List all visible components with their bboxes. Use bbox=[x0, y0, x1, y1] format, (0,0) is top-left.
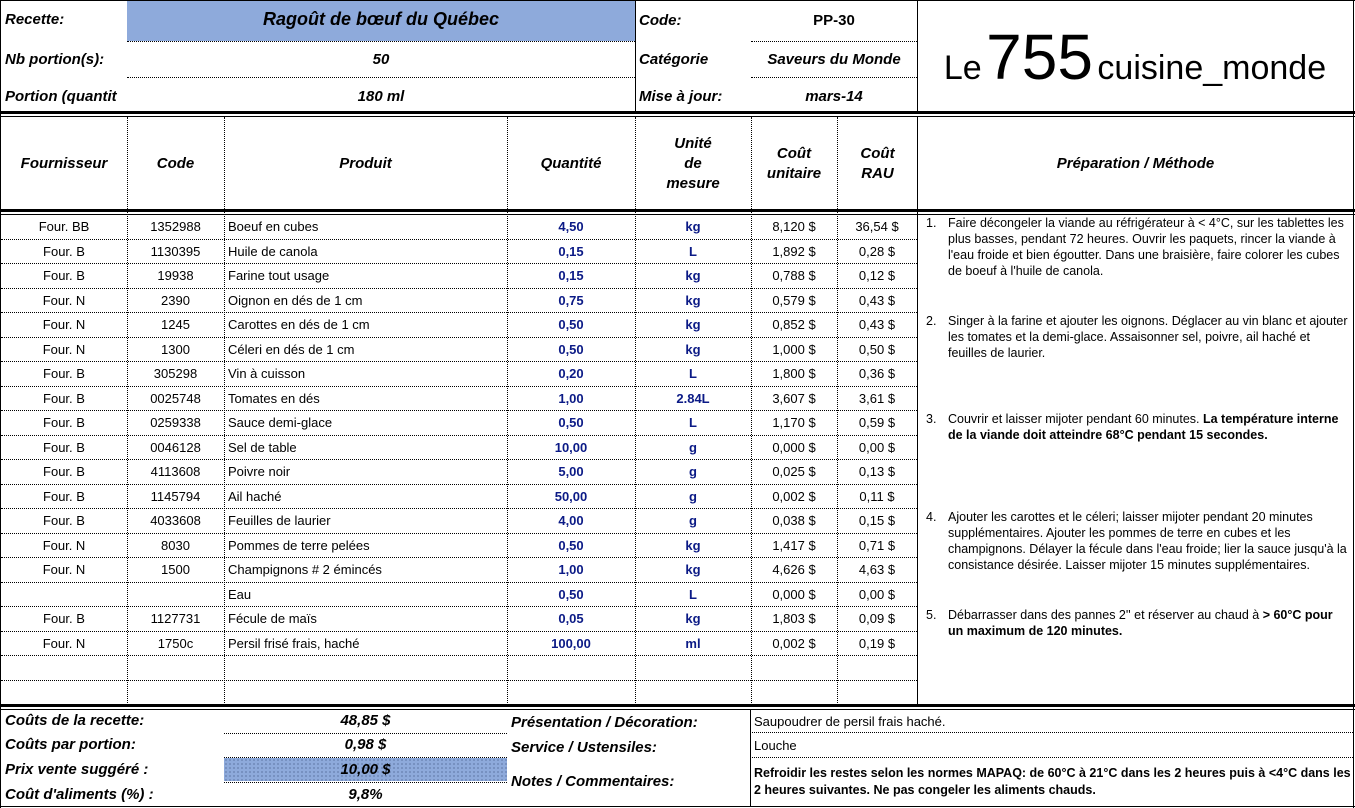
col-unite-line1: Unité bbox=[674, 134, 712, 152]
cell-unite[interactable]: g bbox=[689, 464, 697, 479]
cell-cout-unitaire[interactable]: 0,002 $ bbox=[772, 488, 816, 504]
cell-quantite[interactable]: 10,00 bbox=[554, 439, 588, 455]
cell-produit[interactable]: Champignons # 2 émincés bbox=[228, 562, 382, 577]
cell-cout-unitaire[interactable]: 3,607 $ bbox=[772, 390, 816, 406]
col-unite-line3: mesure bbox=[666, 174, 720, 192]
cell-produit[interactable]: Oignon en dés de 1 cm bbox=[228, 292, 363, 308]
cell-code[interactable]: 8030 bbox=[161, 537, 190, 553]
step-text: Singer à la farine et ajouter les oignons. Déglacer au vin blanc et ajouter les tomates et la demi-glace. Assaisonner sel, poivre, ail haché et feuilles de laurier. bbox=[948, 314, 1348, 360]
cell-produit[interactable]: Eau bbox=[228, 586, 252, 602]
cell-code[interactable]: 1245 bbox=[161, 317, 190, 332]
col-fournisseur: Fournisseur bbox=[20, 154, 108, 172]
cell-code[interactable]: 1500 bbox=[161, 562, 190, 577]
cout-aliments-value: 9,8% bbox=[348, 786, 383, 803]
step-number: 3. bbox=[926, 412, 937, 426]
col-unite bbox=[635, 117, 751, 210]
cell-cout-unitaire[interactable]: 0,038 $ bbox=[772, 513, 816, 528]
cell-cout-unitaire[interactable]: 1,000 $ bbox=[772, 341, 816, 357]
cell-quantite[interactable]: 4,00 bbox=[558, 513, 584, 528]
cell-code[interactable]: 19938 bbox=[157, 268, 194, 283]
col-unite-line2: de bbox=[684, 154, 702, 172]
service-label: Service / Ustensiles: bbox=[511, 739, 657, 756]
cell-unite[interactable]: kg bbox=[685, 292, 701, 308]
portions-value[interactable]: 50 bbox=[372, 51, 390, 68]
cell-cout-rau[interactable]: 0,71 $ bbox=[858, 537, 896, 553]
maj-value[interactable]: mars-14 bbox=[805, 88, 863, 105]
cell-fournisseur[interactable]: Four. B bbox=[43, 366, 85, 381]
col-cout-rau bbox=[837, 117, 918, 210]
cell-code[interactable]: 4033608 bbox=[150, 513, 201, 528]
code-value[interactable]: PP-30 bbox=[813, 12, 855, 29]
cell-code[interactable]: 1352988 bbox=[150, 219, 201, 234]
cell-fournisseur[interactable]: Four. B bbox=[43, 268, 85, 283]
cell-unite[interactable]: g bbox=[689, 439, 697, 455]
cell-produit[interactable]: Pommes de terre pelées bbox=[228, 537, 370, 553]
cell-unite[interactable]: g bbox=[689, 513, 697, 528]
cell-code[interactable]: 2390 bbox=[161, 292, 190, 308]
cell-code[interactable]: 0025748 bbox=[150, 390, 201, 406]
cell-produit[interactable]: Persil frisé frais, haché bbox=[228, 635, 360, 651]
cell-fournisseur[interactable]: Four. B bbox=[43, 488, 85, 504]
cell-cout-unitaire[interactable]: 1,892 $ bbox=[772, 243, 816, 259]
step-number: 5. bbox=[926, 608, 937, 622]
cell-cout-unitaire[interactable]: 1,170 $ bbox=[772, 415, 816, 430]
cell-cout-rau[interactable]: 0,59 $ bbox=[858, 415, 896, 430]
cell-unite[interactable]: g bbox=[689, 488, 697, 504]
step-number: 2. bbox=[926, 314, 937, 328]
cell-code[interactable]: 4113608 bbox=[150, 464, 201, 479]
cell-unite[interactable]: L bbox=[689, 243, 697, 259]
cell-produit[interactable]: Sauce demi-glace bbox=[228, 415, 333, 430]
notes-value[interactable]: Refroidir les restes selon les normes MAPAQ: de 60°C à 21°C dans les 2 heures puis à <4°C dans les 2 heures suivantes. Ne pas congeler les aliments chauds. bbox=[754, 766, 1351, 797]
cell-code[interactable]: 305298 bbox=[153, 366, 198, 381]
step-text: Débarrasser dans des pannes 2'' et réserver au chaud à > 60°C pour un maximum de 120 minutes. bbox=[948, 608, 1333, 638]
cell-quantite[interactable]: 0,20 bbox=[558, 366, 584, 381]
col-preparation: Préparation / Méthode bbox=[1056, 154, 1215, 172]
portion-qty-label: Portion (quantit bbox=[5, 88, 117, 105]
cell-code[interactable]: 0046128 bbox=[150, 439, 201, 455]
portions-label: Nb portion(s): bbox=[5, 51, 105, 68]
cell-cout-rau[interactable]: 0,15 $ bbox=[858, 513, 896, 528]
cell-cout-unitaire[interactable]: 1,800 $ bbox=[772, 366, 816, 381]
cell-cout-unitaire[interactable]: 0,788 $ bbox=[772, 268, 816, 283]
cell-unite[interactable]: kg bbox=[685, 341, 701, 357]
cell-cout-rau[interactable]: 0,28 $ bbox=[858, 243, 896, 259]
cell-quantite[interactable]: 5,00 bbox=[558, 464, 584, 479]
cell-code[interactable]: 1130395 bbox=[150, 243, 201, 259]
step-number: 1. bbox=[926, 216, 937, 230]
cell-quantite[interactable]: 0,50 bbox=[558, 537, 584, 553]
logo bbox=[918, 18, 1352, 114]
col-quantite: Quantité bbox=[540, 154, 602, 172]
cell-produit[interactable]: Vin à cuisson bbox=[228, 366, 306, 381]
cell-fournisseur[interactable]: Four. B bbox=[43, 439, 85, 455]
cell-fournisseur[interactable]: Four. N bbox=[42, 317, 86, 332]
presentation-label: Présentation / Décoration: bbox=[511, 714, 698, 731]
cell-fournisseur[interactable]: Four. B bbox=[43, 611, 85, 626]
cell-produit[interactable]: Carottes en dés de 1 cm bbox=[228, 317, 370, 332]
cell-quantite[interactable]: 0,75 bbox=[558, 292, 584, 308]
cell-quantite[interactable]: 0,15 bbox=[558, 268, 584, 283]
cell-unite[interactable]: kg bbox=[685, 562, 701, 577]
code-label: Code: bbox=[639, 12, 682, 29]
categorie-value[interactable]: Saveurs du Monde bbox=[767, 51, 901, 68]
portion-qty-value[interactable]: 180 ml bbox=[357, 88, 405, 105]
cell-produit[interactable]: Feuilles de laurier bbox=[228, 513, 331, 528]
cell-produit[interactable]: Farine tout usage bbox=[228, 268, 330, 283]
cell-unite[interactable]: kg bbox=[685, 537, 701, 553]
recette-label: Recette: bbox=[5, 11, 65, 28]
cout-aliments-label: Coût d'aliments (%) : bbox=[5, 786, 154, 803]
cell-unite[interactable]: kg bbox=[685, 611, 701, 626]
cell-quantite[interactable]: 0,50 bbox=[558, 317, 584, 332]
cell-quantite[interactable]: 50,00 bbox=[554, 488, 588, 504]
cell-produit[interactable]: Boeuf en cubes bbox=[228, 219, 319, 234]
cell-unite[interactable]: L bbox=[689, 415, 697, 430]
cell-cout-rau[interactable]: 0,00 $ bbox=[858, 586, 896, 602]
cell-quantite[interactable]: 0,15 bbox=[558, 243, 584, 259]
cell-cout-rau[interactable]: 0,50 $ bbox=[858, 341, 896, 357]
col-cout-rau-line2: RAU bbox=[861, 164, 894, 182]
cell-code[interactable]: 0259338 bbox=[150, 415, 201, 430]
cell-fournisseur[interactable]: Four. B bbox=[43, 415, 85, 430]
cell-produit[interactable]: Poivre noir bbox=[228, 464, 291, 479]
cell-code[interactable]: 1145794 bbox=[150, 488, 201, 504]
cell-produit[interactable]: Céleri en dés de 1 cm bbox=[228, 341, 355, 357]
cell-fournisseur[interactable]: Four. N bbox=[42, 292, 86, 308]
cell-code[interactable]: 1300 bbox=[161, 341, 190, 357]
cell-quantite[interactable]: 1,00 bbox=[558, 562, 584, 577]
cell-cout-rau[interactable]: 0,43 $ bbox=[858, 317, 896, 332]
cell-cout-rau[interactable]: 0,19 $ bbox=[858, 635, 896, 651]
cell-fournisseur[interactable]: Four. N bbox=[42, 341, 86, 357]
logo-prefix: Le bbox=[943, 49, 982, 87]
cell-unite[interactable]: L bbox=[689, 586, 697, 602]
cell-unite[interactable]: L bbox=[689, 366, 697, 381]
cell-unite[interactable]: kg bbox=[685, 268, 701, 283]
cell-fournisseur[interactable]: Four. BB bbox=[38, 219, 90, 234]
notes-label: Notes / Commentaires: bbox=[511, 773, 675, 790]
step-number: 4. bbox=[926, 510, 937, 524]
cell-code[interactable]: 1127731 bbox=[150, 611, 201, 626]
cell-cout-unitaire[interactable]: 0,002 $ bbox=[772, 635, 816, 651]
service-value[interactable]: Louche bbox=[754, 738, 797, 753]
cell-fournisseur[interactable]: Four. N bbox=[42, 537, 86, 553]
cell-quantite[interactable]: 4,50 bbox=[558, 219, 584, 234]
cell-cout-rau[interactable]: 0,00 $ bbox=[858, 439, 896, 455]
step-text: Couvrir et laisser mijoter pendant 60 minutes. La température interne de la viande doit atteindre 68°C pendant 15 secondes. bbox=[948, 412, 1339, 442]
cell-fournisseur[interactable]: Four. B bbox=[43, 243, 85, 259]
cell-cout-unitaire[interactable]: 4,626 $ bbox=[772, 562, 816, 577]
logo-number: 755 bbox=[986, 21, 1093, 93]
cell-cout-rau[interactable]: 3,61 $ bbox=[858, 390, 896, 406]
cell-cout-unitaire[interactable]: 0,852 $ bbox=[772, 317, 816, 332]
cell-cout-rau[interactable]: 36,54 $ bbox=[855, 219, 899, 234]
cell-cout-rau[interactable]: 0,43 $ bbox=[858, 292, 896, 308]
cell-produit[interactable]: Fécule de maïs bbox=[228, 611, 317, 626]
cell-produit[interactable]: Huile de canola bbox=[228, 243, 318, 259]
step-text: Faire décongeler la viande au réfrigérateur à < 4°C, sur les tablettes les plus basses, pendant 72 heures. Ouvrir les paquets, rincer la viande à l'eau froide et bien égoutter. Dans une braisière, faire colorer les cubes de boeuf à l'huile de canola. bbox=[948, 216, 1344, 278]
cout-portion-value: 0,98 $ bbox=[344, 736, 387, 753]
prix-vente-value[interactable]: 10,00 $ bbox=[340, 761, 391, 778]
cell-cout-rau[interactable]: 0,11 $ bbox=[859, 488, 895, 504]
cell-cout-rau[interactable]: 4,63 $ bbox=[858, 562, 896, 577]
categorie-label: Catégorie bbox=[639, 51, 709, 68]
cell-unite[interactable]: kg bbox=[685, 317, 701, 332]
cell-fournisseur[interactable]: Four. N bbox=[42, 562, 86, 577]
cell-fournisseur[interactable]: Four. B bbox=[43, 464, 85, 479]
cell-cout-unitaire[interactable]: 8,120 $ bbox=[772, 219, 816, 234]
cell-cout-rau[interactable]: 0,13 $ bbox=[858, 464, 896, 479]
cell-cout-unitaire[interactable]: 0,000 $ bbox=[772, 439, 816, 455]
cell-quantite[interactable]: 0,50 bbox=[558, 586, 584, 602]
cell-cout-unitaire[interactable]: 0,025 $ bbox=[772, 464, 816, 479]
cell-code[interactable]: 1750c bbox=[157, 635, 194, 651]
cell-quantite[interactable]: 0,05 bbox=[558, 611, 584, 626]
col-produit: Produit bbox=[339, 154, 392, 172]
cell-cout-unitaire[interactable]: 0,000 $ bbox=[772, 586, 816, 602]
cell-quantite[interactable]: 0,50 bbox=[558, 415, 584, 430]
preparation-steps bbox=[926, 214, 1351, 704]
cell-unite[interactable]: ml bbox=[685, 635, 701, 651]
cell-fournisseur[interactable]: Four. N bbox=[42, 635, 86, 651]
cell-cout-rau[interactable]: 0,36 $ bbox=[858, 366, 896, 381]
cell-cout-rau[interactable]: 0,09 $ bbox=[858, 611, 896, 626]
cell-cout-unitaire[interactable]: 0,579 $ bbox=[772, 292, 816, 308]
presentation-value[interactable]: Saupoudrer de persil frais haché. bbox=[754, 714, 946, 729]
cell-cout-unitaire[interactable]: 1,417 $ bbox=[772, 537, 816, 553]
col-cout-unitaire bbox=[751, 117, 837, 210]
col-cout-unitaire-line2: unitaire bbox=[766, 164, 822, 182]
recipe-name[interactable]: Ragoût de bœuf du Québec bbox=[263, 9, 499, 29]
cell-unite[interactable]: 2.84L bbox=[676, 390, 710, 406]
step-text: Ajouter les carottes et le céleri; laisser mijoter pendant 20 minutes supplémentaires. Ajouter les pommes de terre en cubes et les champignons. Délayer la fécule dans l'eau froide; lier la sauce jusqu'à la consistance désirée. Laisser mijoter 15 minutes supplémentaires. bbox=[948, 510, 1347, 572]
cell-quantite[interactable]: 0,50 bbox=[558, 341, 584, 357]
cell-unite[interactable]: kg bbox=[685, 219, 701, 234]
col-code: Code bbox=[156, 154, 195, 172]
prix-vente-label: Prix vente suggéré : bbox=[5, 761, 149, 778]
cell-fournisseur[interactable]: Four. B bbox=[43, 513, 85, 528]
cell-quantite[interactable]: 100,00 bbox=[551, 635, 591, 651]
cell-produit[interactable]: Ail haché bbox=[228, 488, 282, 504]
cell-fournisseur[interactable]: Four. B bbox=[43, 390, 85, 406]
col-cout-unitaire-line1: Coût bbox=[776, 144, 812, 162]
cout-recette-value: 48,85 $ bbox=[340, 712, 391, 729]
cell-cout-unitaire[interactable]: 1,803 $ bbox=[772, 611, 816, 626]
logo-suffix: cuisine_monde bbox=[1097, 49, 1327, 87]
col-cout-rau-line1: Coût bbox=[860, 144, 895, 162]
cell-cout-rau[interactable]: 0,12 $ bbox=[858, 268, 896, 283]
maj-label: Mise à jour: bbox=[639, 88, 723, 105]
cell-produit[interactable]: Tomates en dés bbox=[228, 390, 320, 406]
cout-recette-label: Coûts de la recette: bbox=[5, 712, 145, 729]
cell-quantite[interactable]: 1,00 bbox=[558, 390, 584, 406]
cell-produit[interactable]: Sel de table bbox=[228, 439, 297, 455]
cout-portion-label: Coûts par portion: bbox=[5, 736, 136, 753]
